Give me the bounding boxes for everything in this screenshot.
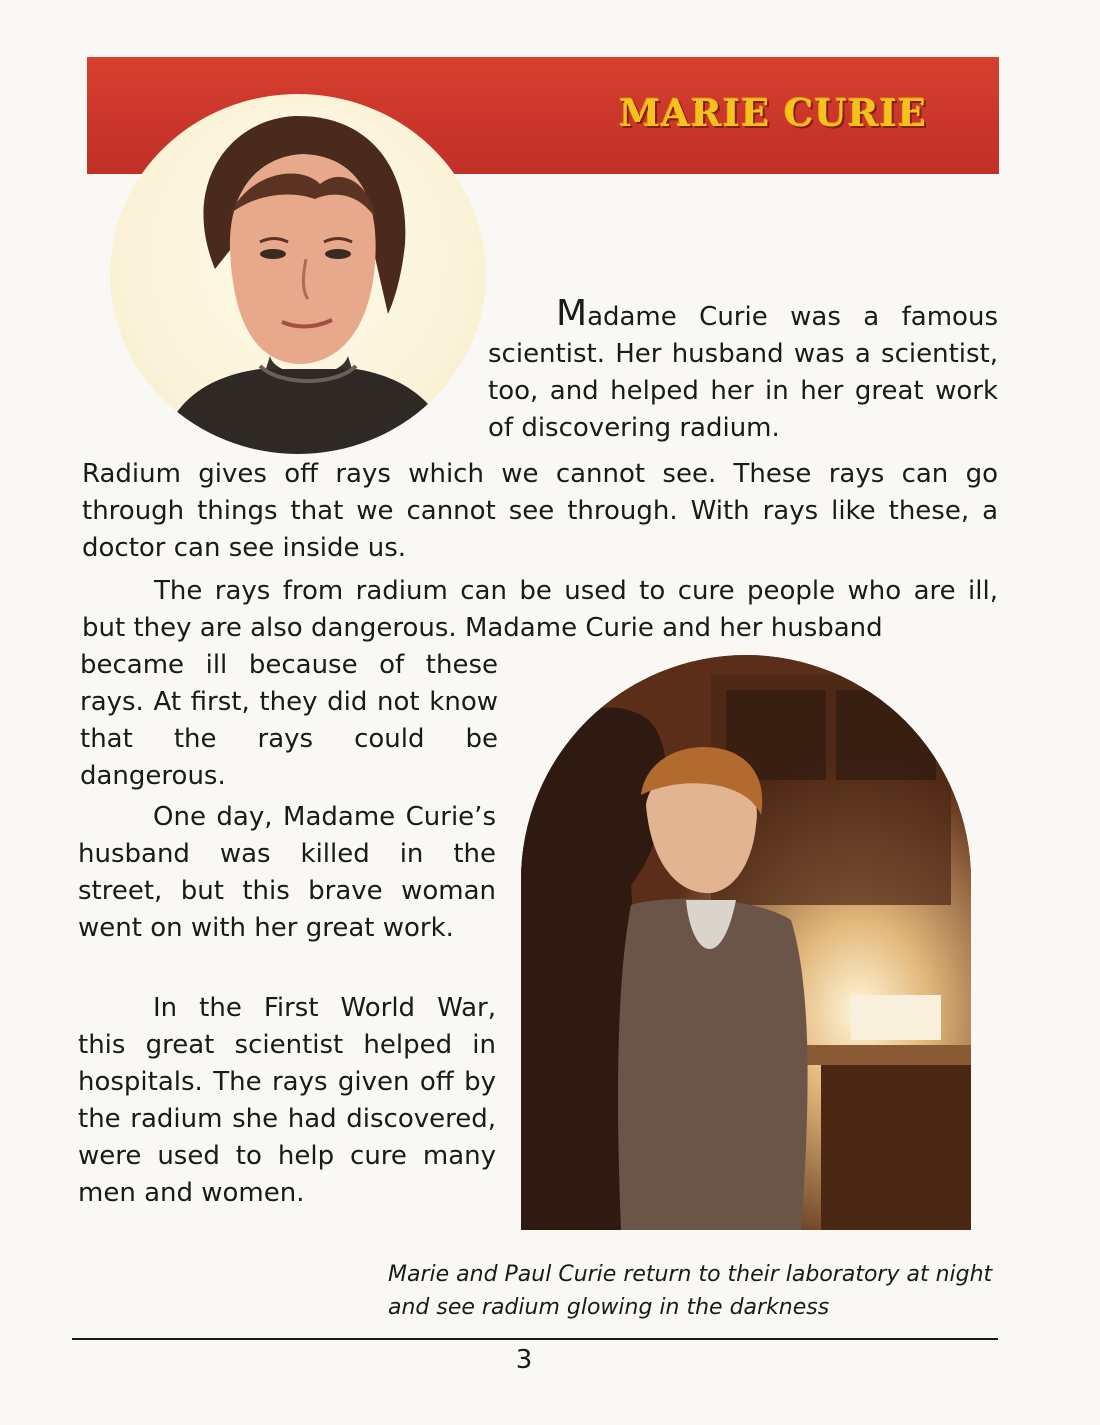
paragraph-2-rest: became ill because of these rays. At first, they did not know that the rays could be dangerous.	[80, 650, 498, 791]
paragraph-1-lead-text: adame Curie was a famous scientist. Her husband was a scientist, too, and helped her in her great work of discovering radium.	[488, 302, 998, 443]
paragraph-4: In the First World War, this great scientist helped in hospitals. The rays given off by the radium she had discovered, were used to help cure many men and women.	[78, 993, 496, 1208]
paragraph-3: One day, Madame Curie’s husband was killed in the street, but this brave woman went on with her great work.	[78, 802, 496, 943]
marie-curie-portrait-icon	[110, 94, 486, 454]
paragraph-1-rest: Radium gives off rays which we cannot see. These rays can go through things that we cannot see through. With rays like these, a doctor can see inside us.	[82, 459, 998, 563]
paragraph-2-lead: The rays from radium can be used to cure people who are ill, but they are also dangerous. Madame Curie and her husband	[82, 576, 998, 643]
paragraph-1-lead	[488, 295, 998, 447]
laboratory-illustration-icon	[521, 655, 971, 1230]
illustration-caption: Marie and Paul Curie return to their laboratory at night and see radium glowing in the darkness	[388, 1262, 993, 1320]
portrait-frame	[110, 94, 486, 454]
page-title: MARIE CURIE	[619, 91, 927, 135]
drop-cap: M	[556, 293, 588, 334]
page-number: 3	[515, 1345, 533, 1375]
footer-divider	[72, 1338, 998, 1340]
laboratory-illustration-frame	[521, 655, 971, 1230]
